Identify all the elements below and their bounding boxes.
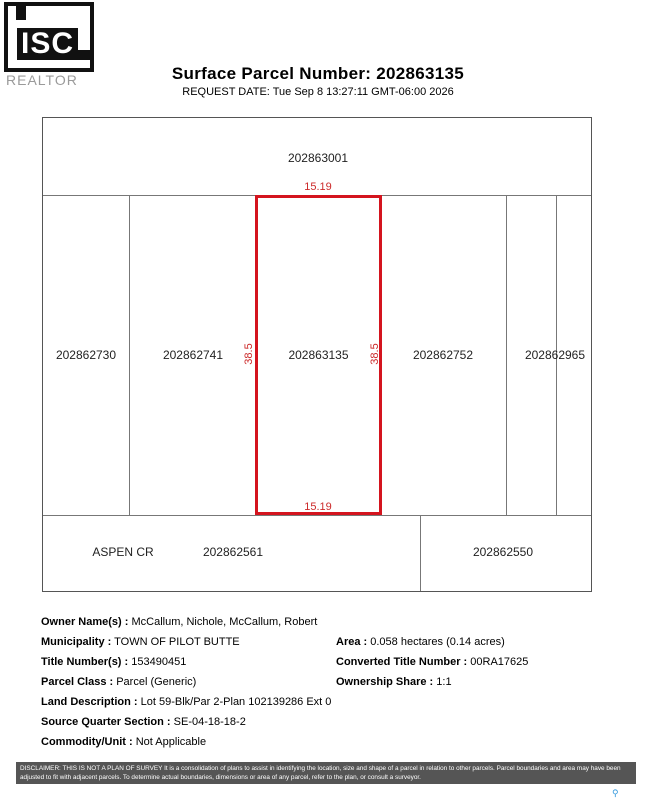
source-quarter-label: Source Quarter Section : xyxy=(41,716,171,728)
land-description-value: Lot 59-Blk/Par 2-Plan 102139286 Ext 0 xyxy=(140,696,332,708)
title-number-row xyxy=(41,656,186,668)
realtor-label: REALTOR xyxy=(6,72,78,88)
owner-row xyxy=(41,616,317,628)
logo-text: ISC xyxy=(17,28,78,60)
owner-label: Owner Name(s) : xyxy=(41,616,129,628)
commodity-label: Commodity/Unit : xyxy=(41,736,133,748)
dimension-bottom: 15.19 xyxy=(304,501,332,513)
request-date: REQUEST DATE: Tue Sep 8 13:27:11 GMT-06:00 2026 xyxy=(182,86,454,98)
south-boundary-line xyxy=(43,515,591,516)
owner-value: McCallum, Nichole, McCallum, Robert xyxy=(131,616,318,628)
west-lot-divider xyxy=(129,195,130,515)
page-title: Surface Parcel Number: 202863135 xyxy=(171,64,465,83)
commodity-value: Not Applicable xyxy=(135,736,207,748)
dimension-left: 38.5 xyxy=(243,343,255,365)
parcel-label-east: 202862752 xyxy=(412,348,474,362)
parcel-class-label: Parcel Class : xyxy=(41,676,114,688)
map-pin-icon[interactable]: ⚲ xyxy=(612,788,619,798)
parcel-label-south-east: 202862550 xyxy=(472,545,534,559)
far-east-lot-top-line xyxy=(556,195,591,196)
converted-title-row xyxy=(336,656,528,668)
parcel-map xyxy=(42,117,592,592)
converted-title-value: 00RA17625 xyxy=(470,656,529,668)
parcel-label-far-west: 202862730 xyxy=(55,348,117,362)
source-quarter-value: SE-04-18-18-2 xyxy=(173,716,246,728)
parcel-label-west: 202862741 xyxy=(162,348,224,362)
commodity-row xyxy=(41,736,206,748)
parcel-class-value: Parcel (Generic) xyxy=(116,676,197,688)
land-description-label: Land Description : xyxy=(41,696,138,708)
municipality-value: TOWN OF PILOT BUTTE xyxy=(114,636,240,648)
south-lot-divider xyxy=(420,515,421,591)
parcel-label-far-east: 202862965 xyxy=(524,348,586,362)
title-number-label: Title Number(s) : xyxy=(41,656,129,668)
parcel-class-row xyxy=(41,676,196,688)
land-description-row xyxy=(41,696,331,708)
area-label: Area : xyxy=(336,636,368,648)
east-lot-divider xyxy=(506,195,507,515)
converted-title-label: Converted Title Number : xyxy=(336,656,468,668)
municipality-row xyxy=(41,636,240,648)
ownership-share-label: Ownership Share : xyxy=(336,676,434,688)
ownership-share-value: 1:1 xyxy=(436,676,452,688)
ownership-share-row xyxy=(336,676,452,688)
parcel-label-subject: 202863135 xyxy=(288,348,349,362)
parcel-label-south-west: 202862561 xyxy=(202,545,264,559)
source-quarter-row xyxy=(41,716,246,728)
title-number-value: 153490451 xyxy=(131,656,187,668)
dimension-top: 15.19 xyxy=(304,181,332,193)
municipality-label: Municipality : xyxy=(41,636,112,648)
parcel-label-north: 202863001 xyxy=(287,151,349,165)
street-label: ASPEN CR xyxy=(92,545,154,559)
dimension-right: 38.5 xyxy=(369,343,381,365)
disclaimer-text: DISCLAIMER: THIS IS NOT A PLAN OF SURVEY It is a consolidation of plans to assist in identifying the location, size and shape of a parcel in relation to other parcels. Parcel boundaries and area may have been adjusted to fit with adjacent parcels. To determine actual boundaries, dimensions or area of any parcel, refer to the plan, or consult a surveyor. xyxy=(16,762,636,784)
area-row xyxy=(336,636,505,648)
area-value: 0.058 hectares (0.14 acres) xyxy=(370,636,505,648)
subject-parcel-outline xyxy=(255,195,382,515)
